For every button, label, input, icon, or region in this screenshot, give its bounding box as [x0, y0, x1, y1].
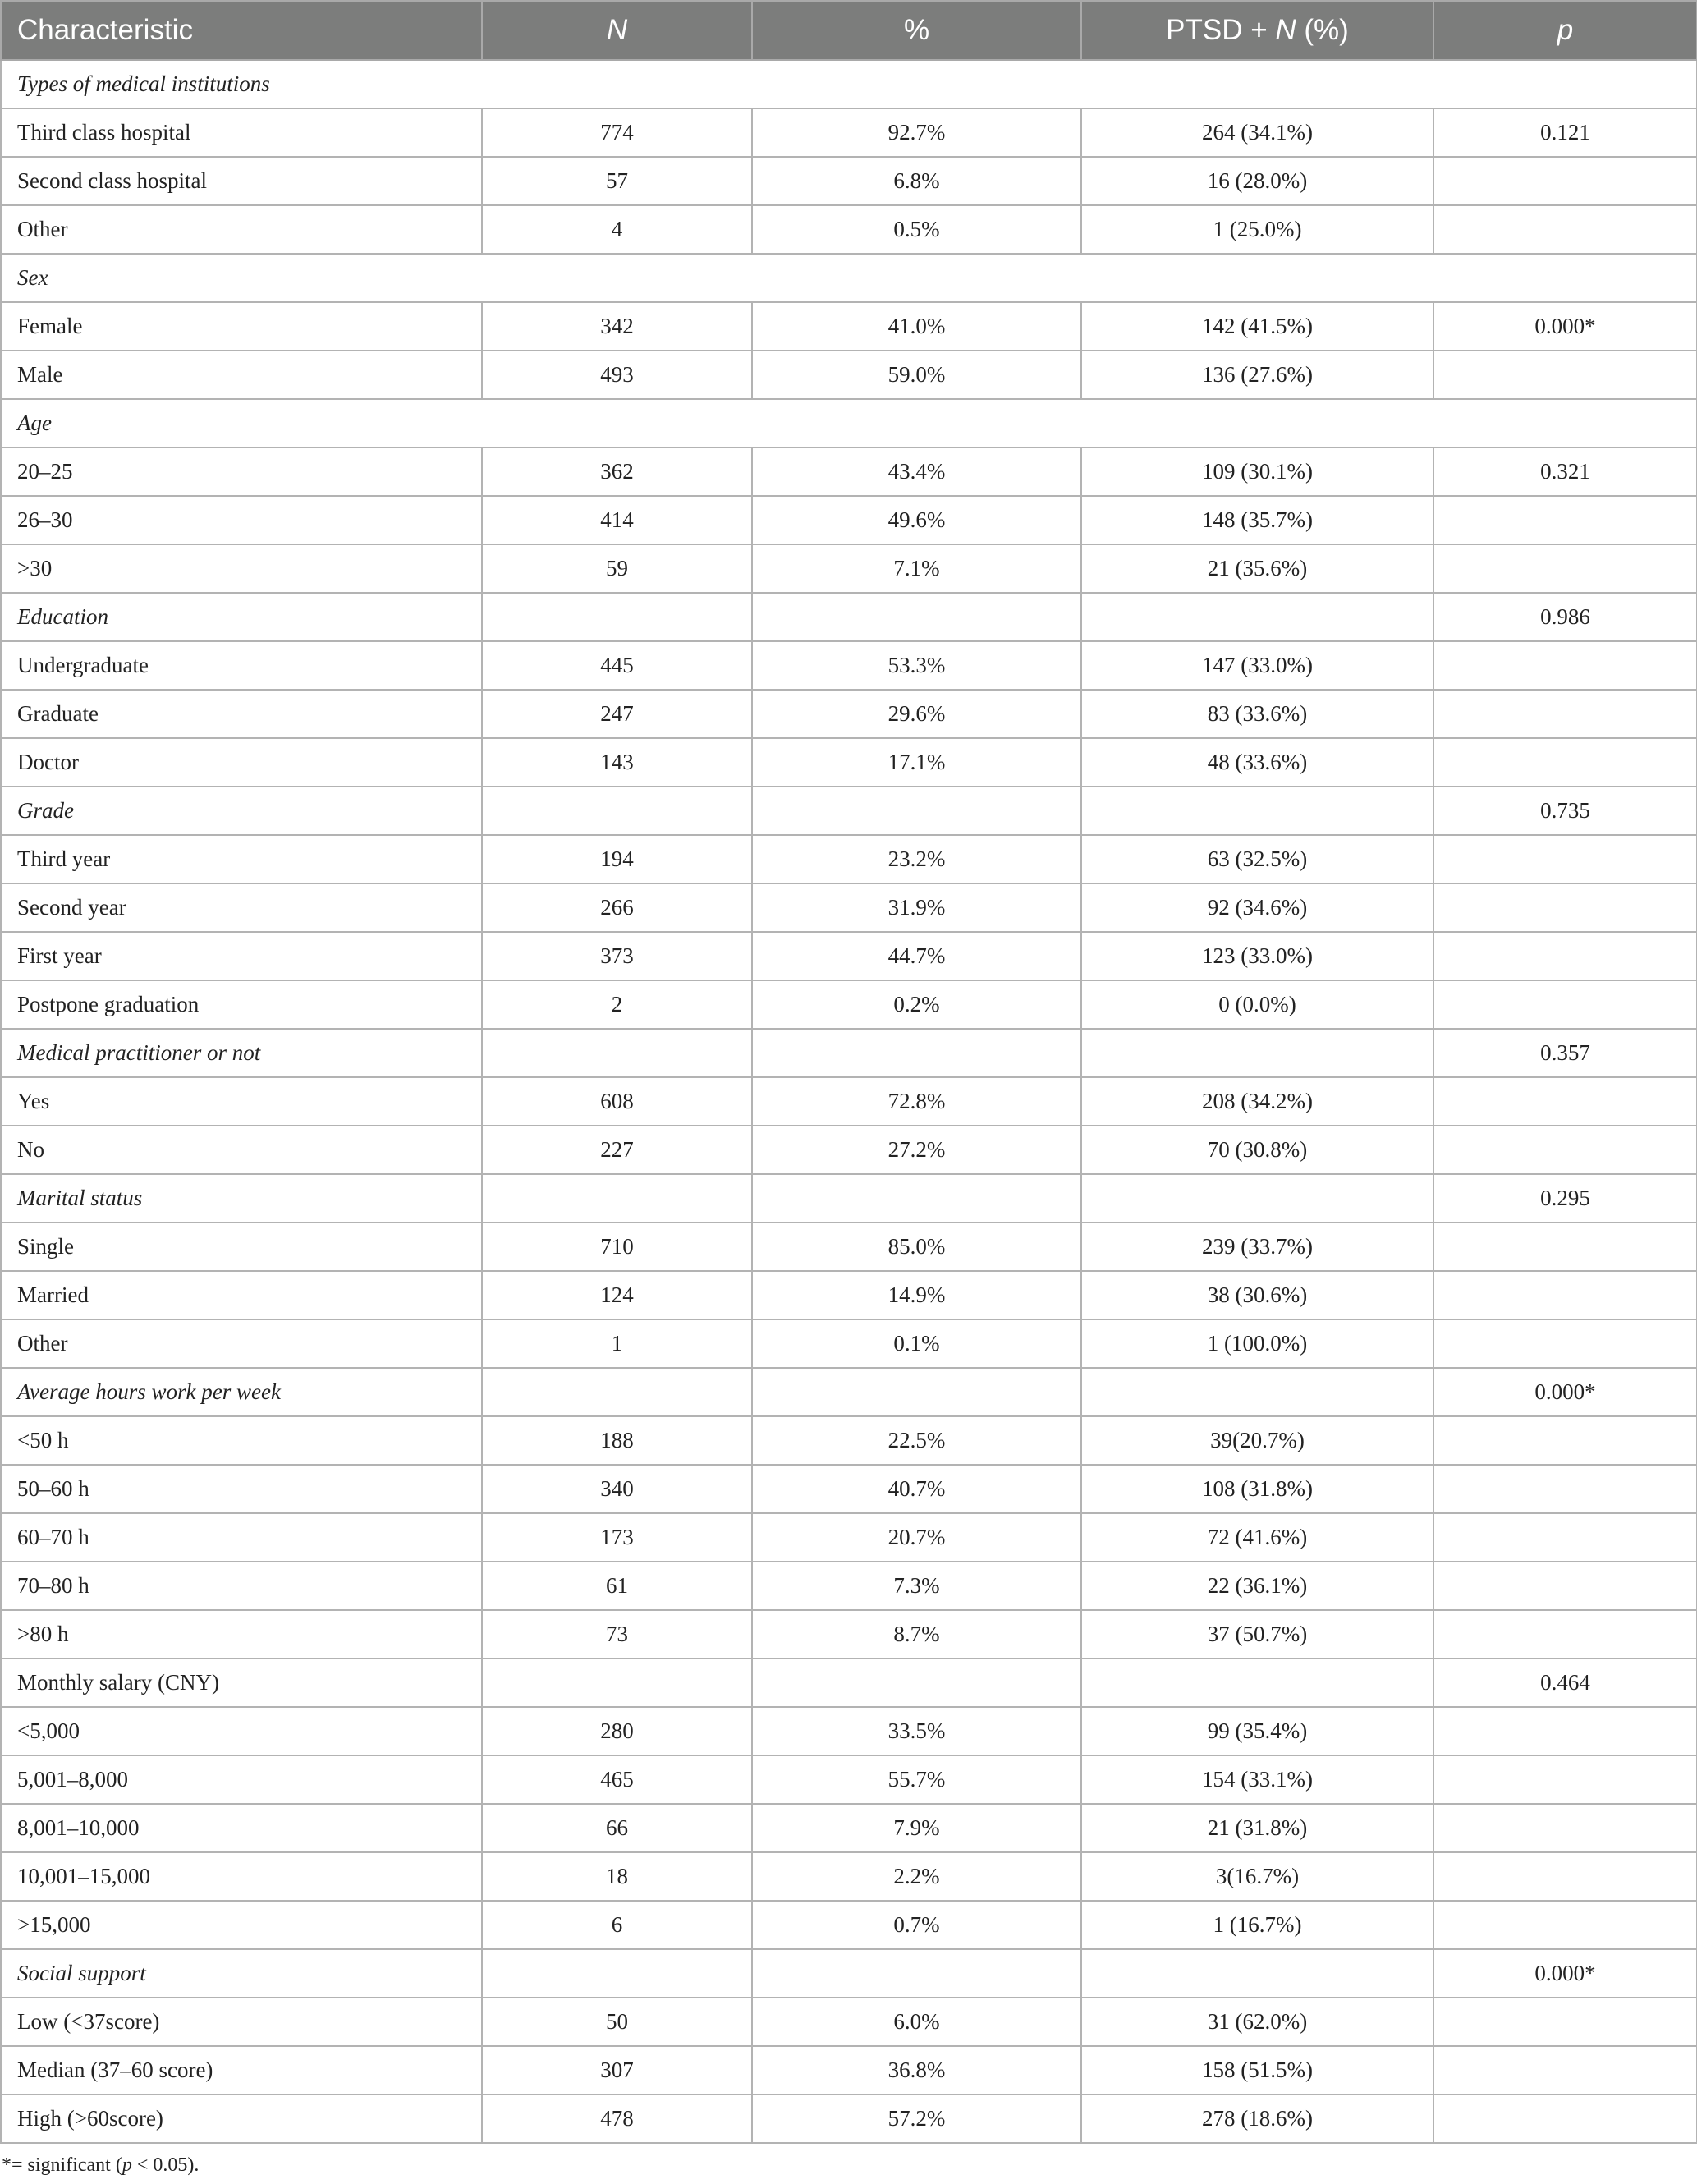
cell-ptsd: 108 (31.8%) — [1081, 1465, 1433, 1513]
cell-n: 774 — [482, 108, 752, 157]
group-label: Sex — [1, 254, 1697, 302]
cell-n: 478 — [482, 2095, 752, 2143]
table-row — [1, 1126, 1697, 1174]
table-row — [1, 2046, 1697, 2095]
cell-characteristic: 8,001–10,000 — [1, 1804, 482, 1852]
cell-ptsd: 83 (33.6%) — [1081, 690, 1433, 738]
cell-ptsd: 16 (28.0%) — [1081, 157, 1433, 205]
cell-n: 194 — [482, 835, 752, 883]
cell-ptsd — [1081, 1368, 1433, 1416]
cell-characteristic: 50–60 h — [1, 1465, 482, 1513]
table-row — [1, 883, 1697, 932]
cell-n: 124 — [482, 1271, 752, 1319]
cell-percent: 23.2% — [752, 835, 1081, 883]
cell-ptsd: 70 (30.8%) — [1081, 1126, 1433, 1174]
cell-percent: 49.6% — [752, 496, 1081, 544]
table-header — [1, 1, 1697, 60]
cell-ptsd: 38 (30.6%) — [1081, 1271, 1433, 1319]
cell-characteristic: Other — [1, 1319, 482, 1368]
col-ptsd-n: N — [1275, 14, 1296, 46]
cell-percent: 31.9% — [752, 883, 1081, 932]
col-p-label: p — [1557, 14, 1574, 46]
cell-n — [482, 1659, 752, 1707]
cell-ptsd — [1081, 1659, 1433, 1707]
cell-n: 66 — [482, 1804, 752, 1852]
cell-p — [1433, 1416, 1697, 1465]
table-row — [1, 738, 1697, 787]
cell-p — [1433, 1077, 1697, 1126]
cell-characteristic: Low (<37score) — [1, 1998, 482, 2046]
cell-p — [1433, 690, 1697, 738]
table-body — [1, 60, 1697, 2143]
cell-p — [1433, 1223, 1697, 1271]
col-percent: % — [752, 1, 1081, 60]
cell-percent: 33.5% — [752, 1707, 1081, 1755]
footnote-suffix: < 0.05). — [131, 2154, 200, 2176]
cell-characteristic: <50 h — [1, 1416, 482, 1465]
col-characteristic: Characteristic — [1, 1, 482, 60]
cell-p: 0.000* — [1433, 1368, 1697, 1416]
col-n — [482, 1, 752, 60]
cell-percent — [752, 1174, 1081, 1223]
cell-n — [482, 1949, 752, 1998]
cell-ptsd: 63 (32.5%) — [1081, 835, 1433, 883]
table-row — [1, 1271, 1697, 1319]
table-row — [1, 1998, 1697, 2046]
cell-n: 59 — [482, 544, 752, 593]
cell-percent: 55.7% — [752, 1755, 1081, 1804]
cell-ptsd: 21 (35.6%) — [1081, 544, 1433, 593]
cell-p — [1433, 1126, 1697, 1174]
cell-characteristic: >15,000 — [1, 1901, 482, 1949]
cell-p: 0.735 — [1433, 787, 1697, 835]
table-row — [1, 1804, 1697, 1852]
cell-percent: 2.2% — [752, 1852, 1081, 1901]
cell-characteristic: High (>60score) — [1, 2095, 482, 2143]
cell-percent: 53.3% — [752, 641, 1081, 690]
table-row — [1, 496, 1697, 544]
table-row — [1, 1465, 1697, 1513]
cell-ptsd: 1 (25.0%) — [1081, 205, 1433, 254]
cell-p — [1433, 157, 1697, 205]
cell-percent: 7.1% — [752, 544, 1081, 593]
cell-n: 280 — [482, 1707, 752, 1755]
cell-characteristic: Education — [1, 593, 482, 641]
table-row — [1, 1659, 1697, 1707]
table-group-row — [1, 1029, 1697, 1077]
cell-p — [1433, 1319, 1697, 1368]
cell-n: 1 — [482, 1319, 752, 1368]
cell-characteristic: 10,001–15,000 — [1, 1852, 482, 1901]
table-group-row — [1, 254, 1697, 302]
cell-p — [1433, 351, 1697, 399]
table-row — [1, 1901, 1697, 1949]
cell-percent — [752, 593, 1081, 641]
cell-n — [482, 1368, 752, 1416]
cell-percent: 40.7% — [752, 1465, 1081, 1513]
cell-ptsd — [1081, 593, 1433, 641]
footnote-var: p — [122, 2154, 132, 2176]
col-ptsd-prefix: PTSD + — [1166, 14, 1276, 46]
cell-n: 227 — [482, 1126, 752, 1174]
cell-ptsd: 3(16.7%) — [1081, 1852, 1433, 1901]
cell-percent: 6.0% — [752, 1998, 1081, 2046]
table-row — [1, 205, 1697, 254]
cell-n: 342 — [482, 302, 752, 351]
cell-ptsd: 1 (100.0%) — [1081, 1319, 1433, 1368]
cell-ptsd: 278 (18.6%) — [1081, 2095, 1433, 2143]
cell-percent: 0.1% — [752, 1319, 1081, 1368]
table-group-row — [1, 60, 1697, 108]
cell-characteristic: 26–30 — [1, 496, 482, 544]
cell-p — [1433, 1513, 1697, 1562]
cell-p — [1433, 932, 1697, 980]
cell-n: 247 — [482, 690, 752, 738]
cell-n: 493 — [482, 351, 752, 399]
table-row — [1, 980, 1697, 1029]
cell-characteristic: Second year — [1, 883, 482, 932]
cell-characteristic: No — [1, 1126, 482, 1174]
cell-n: 4 — [482, 205, 752, 254]
cell-n: 465 — [482, 1755, 752, 1804]
table-row — [1, 641, 1697, 690]
cell-p — [1433, 1804, 1697, 1852]
cell-percent: 17.1% — [752, 738, 1081, 787]
cell-characteristic: Married — [1, 1271, 482, 1319]
cell-ptsd — [1081, 1949, 1433, 1998]
cell-characteristic: Median (37–60 score) — [1, 2046, 482, 2095]
cell-n — [482, 1029, 752, 1077]
header-row — [1, 1, 1697, 60]
table-row — [1, 1223, 1697, 1271]
cell-percent: 59.0% — [752, 351, 1081, 399]
cell-n — [482, 1174, 752, 1223]
footnote-prefix: *= significant ( — [2, 2154, 122, 2176]
table-row — [1, 1416, 1697, 1465]
cell-p — [1433, 738, 1697, 787]
col-ptsd — [1081, 1, 1433, 60]
cell-percent: 14.9% — [752, 1271, 1081, 1319]
cell-p — [1433, 1998, 1697, 2046]
cell-n: 373 — [482, 932, 752, 980]
cell-p — [1433, 1465, 1697, 1513]
group-label: Types of medical institutions — [1, 60, 1697, 108]
cell-characteristic: Medical practitioner or not — [1, 1029, 482, 1077]
table-group-row — [1, 399, 1697, 447]
cell-p — [1433, 883, 1697, 932]
cell-ptsd: 21 (31.8%) — [1081, 1804, 1433, 1852]
cell-characteristic: Yes — [1, 1077, 482, 1126]
cell-n: 173 — [482, 1513, 752, 1562]
cell-characteristic: >80 h — [1, 1610, 482, 1659]
cell-characteristic: 60–70 h — [1, 1513, 482, 1562]
table-row — [1, 1562, 1697, 1610]
table-row — [1, 1077, 1697, 1126]
cell-ptsd: 72 (41.6%) — [1081, 1513, 1433, 1562]
table-row — [1, 351, 1697, 399]
table-row — [1, 1319, 1697, 1368]
table-row — [1, 690, 1697, 738]
cell-n: 608 — [482, 1077, 752, 1126]
cell-p — [1433, 2095, 1697, 2143]
cell-n: 340 — [482, 1465, 752, 1513]
table-group-row — [1, 593, 1697, 641]
cell-percent: 44.7% — [752, 932, 1081, 980]
cell-percent: 0.7% — [752, 1901, 1081, 1949]
table-row — [1, 447, 1697, 496]
cell-ptsd: 158 (51.5%) — [1081, 2046, 1433, 2095]
cell-n — [482, 787, 752, 835]
cell-p — [1433, 1755, 1697, 1804]
cell-n: 2 — [482, 980, 752, 1029]
cell-percent: 41.0% — [752, 302, 1081, 351]
cell-percent — [752, 1949, 1081, 1998]
cell-ptsd: 147 (33.0%) — [1081, 641, 1433, 690]
cell-ptsd: 92 (34.6%) — [1081, 883, 1433, 932]
table-row — [1, 932, 1697, 980]
cell-p — [1433, 980, 1697, 1029]
cell-percent — [752, 787, 1081, 835]
cell-p: 0.000* — [1433, 302, 1697, 351]
cell-n: 414 — [482, 496, 752, 544]
cell-n — [482, 593, 752, 641]
cell-ptsd: 22 (36.1%) — [1081, 1562, 1433, 1610]
cell-characteristic: <5,000 — [1, 1707, 482, 1755]
cell-p: 0.357 — [1433, 1029, 1697, 1077]
cell-n: 6 — [482, 1901, 752, 1949]
cell-n: 362 — [482, 447, 752, 496]
cell-percent: 85.0% — [752, 1223, 1081, 1271]
cell-percent: 20.7% — [752, 1513, 1081, 1562]
table-row — [1, 108, 1697, 157]
cell-characteristic: Average hours work per week — [1, 1368, 482, 1416]
cell-characteristic: First year — [1, 932, 482, 980]
cell-ptsd — [1081, 1174, 1433, 1223]
cell-p — [1433, 544, 1697, 593]
cell-percent: 36.8% — [752, 2046, 1081, 2095]
cell-n: 61 — [482, 1562, 752, 1610]
cell-percent: 57.2% — [752, 2095, 1081, 2143]
cell-ptsd: 148 (35.7%) — [1081, 496, 1433, 544]
cell-percent: 0.5% — [752, 205, 1081, 254]
cell-n: 50 — [482, 1998, 752, 2046]
cell-characteristic: Monthly salary (CNY) — [1, 1659, 482, 1707]
col-ptsd-suffix: (%) — [1296, 14, 1349, 46]
cell-n: 266 — [482, 883, 752, 932]
cell-ptsd: 123 (33.0%) — [1081, 932, 1433, 980]
cell-ptsd: 39(20.7%) — [1081, 1416, 1433, 1465]
cell-percent — [752, 1029, 1081, 1077]
cell-p: 0.295 — [1433, 1174, 1697, 1223]
cell-characteristic: Second class hospital — [1, 157, 482, 205]
cell-n: 18 — [482, 1852, 752, 1901]
cell-n: 57 — [482, 157, 752, 205]
cell-percent — [752, 1368, 1081, 1416]
cell-n: 307 — [482, 2046, 752, 2095]
group-label: Age — [1, 399, 1697, 447]
cell-characteristic: Graduate — [1, 690, 482, 738]
table-row — [1, 157, 1697, 205]
table-group-row — [1, 1949, 1697, 1998]
cell-ptsd: 31 (62.0%) — [1081, 1998, 1433, 2046]
cell-characteristic: 70–80 h — [1, 1562, 482, 1610]
cell-percent: 29.6% — [752, 690, 1081, 738]
cell-n: 445 — [482, 641, 752, 690]
cell-percent: 6.8% — [752, 157, 1081, 205]
cell-ptsd: 109 (30.1%) — [1081, 447, 1433, 496]
cell-ptsd: 99 (35.4%) — [1081, 1707, 1433, 1755]
cell-p: 0.321 — [1433, 447, 1697, 496]
cell-characteristic: Doctor — [1, 738, 482, 787]
cell-characteristic: Marital status — [1, 1174, 482, 1223]
cell-p — [1433, 205, 1697, 254]
table-row — [1, 302, 1697, 351]
cell-characteristic: Single — [1, 1223, 482, 1271]
table-row — [1, 1610, 1697, 1659]
cell-p — [1433, 1271, 1697, 1319]
cell-ptsd: 208 (34.2%) — [1081, 1077, 1433, 1126]
cell-ptsd — [1081, 787, 1433, 835]
cell-p — [1433, 641, 1697, 690]
cell-n: 73 — [482, 1610, 752, 1659]
cell-percent: 22.5% — [752, 1416, 1081, 1465]
cell-ptsd: 154 (33.1%) — [1081, 1755, 1433, 1804]
table-group-row — [1, 1174, 1697, 1223]
cell-ptsd: 264 (34.1%) — [1081, 108, 1433, 157]
cell-percent: 27.2% — [752, 1126, 1081, 1174]
cell-p — [1433, 1610, 1697, 1659]
cell-p — [1433, 1562, 1697, 1610]
cell-p: 0.121 — [1433, 108, 1697, 157]
footnote — [2, 2154, 199, 2177]
cell-characteristic: 20–25 — [1, 447, 482, 496]
cell-ptsd: 48 (33.6%) — [1081, 738, 1433, 787]
cell-percent: 7.3% — [752, 1562, 1081, 1610]
cell-p — [1433, 1901, 1697, 1949]
cell-characteristic: Other — [1, 205, 482, 254]
cell-characteristic: Male — [1, 351, 482, 399]
table-row — [1, 2095, 1697, 2143]
cell-percent: 8.7% — [752, 1610, 1081, 1659]
cell-ptsd — [1081, 1029, 1433, 1077]
cell-p — [1433, 1707, 1697, 1755]
cell-ptsd: 142 (41.5%) — [1081, 302, 1433, 351]
cell-characteristic: >30 — [1, 544, 482, 593]
table-group-row — [1, 787, 1697, 835]
cell-percent — [752, 1659, 1081, 1707]
cell-n: 143 — [482, 738, 752, 787]
cell-ptsd: 1 (16.7%) — [1081, 1901, 1433, 1949]
cell-characteristic: Third class hospital — [1, 108, 482, 157]
cell-p: 0.000* — [1433, 1949, 1697, 1998]
cell-characteristic: 5,001–8,000 — [1, 1755, 482, 1804]
cell-p — [1433, 2046, 1697, 2095]
table-row — [1, 544, 1697, 593]
cell-characteristic: Social support — [1, 1949, 482, 1998]
col-p — [1433, 1, 1697, 60]
table-row — [1, 1755, 1697, 1804]
cell-characteristic: Grade — [1, 787, 482, 835]
cell-ptsd: 37 (50.7%) — [1081, 1610, 1433, 1659]
cell-p — [1433, 1852, 1697, 1901]
cell-percent: 72.8% — [752, 1077, 1081, 1126]
cell-p — [1433, 496, 1697, 544]
cell-ptsd: 0 (0.0%) — [1081, 980, 1433, 1029]
table-group-row — [1, 1368, 1697, 1416]
cell-characteristic: Postpone graduation — [1, 980, 482, 1029]
table-row — [1, 1707, 1697, 1755]
cell-n: 188 — [482, 1416, 752, 1465]
cell-percent: 7.9% — [752, 1804, 1081, 1852]
cell-ptsd: 239 (33.7%) — [1081, 1223, 1433, 1271]
cell-characteristic: Third year — [1, 835, 482, 883]
cell-percent: 0.2% — [752, 980, 1081, 1029]
cell-percent: 92.7% — [752, 108, 1081, 157]
cell-n: 710 — [482, 1223, 752, 1271]
table-row — [1, 835, 1697, 883]
cell-p — [1433, 835, 1697, 883]
cell-characteristic: Female — [1, 302, 482, 351]
cell-percent: 43.4% — [752, 447, 1081, 496]
cell-characteristic: Undergraduate — [1, 641, 482, 690]
cell-p: 0.986 — [1433, 593, 1697, 641]
col-n-label: N — [606, 14, 628, 46]
cell-ptsd: 136 (27.6%) — [1081, 351, 1433, 399]
cell-p: 0.464 — [1433, 1659, 1697, 1707]
table-row — [1, 1852, 1697, 1901]
table-row — [1, 1513, 1697, 1562]
